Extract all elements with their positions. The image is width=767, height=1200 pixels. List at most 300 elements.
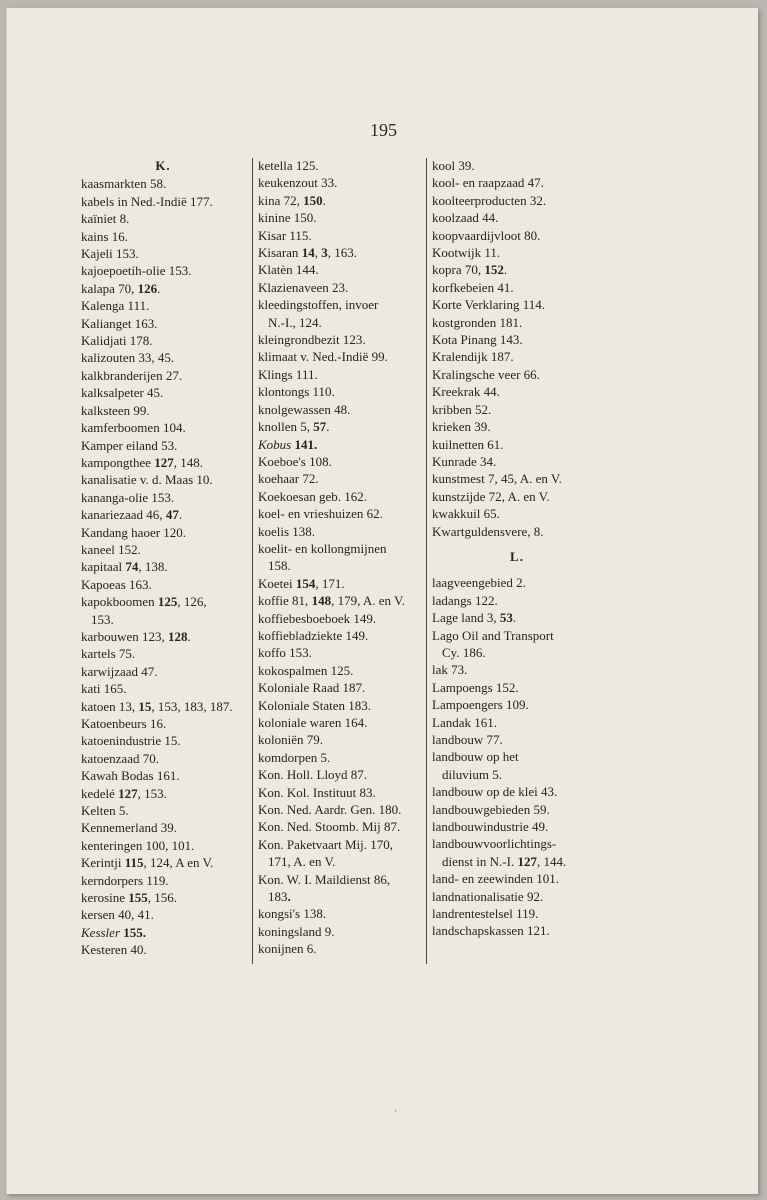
index-entry — [81, 524, 245, 541]
index-entry — [258, 261, 422, 278]
entry-text: 183 — [268, 889, 288, 905]
page-ref-bold: 57 — [313, 419, 327, 435]
entry-text: katoenzaad 70. — [81, 750, 159, 766]
entry-text: kanalisatie v. d. Maas 10. — [81, 472, 213, 488]
index-entry — [81, 576, 245, 593]
entry-text: , 163. — [327, 245, 357, 261]
index-entry — [81, 489, 245, 506]
index-entry — [81, 419, 245, 436]
entry-text: , — [314, 245, 322, 261]
entry-name-italic: Kessler — [81, 924, 120, 940]
entry-text: kalksalpeter 45. — [81, 385, 164, 401]
index-entry — [81, 228, 245, 245]
index-entry — [81, 645, 245, 662]
index-entry — [432, 470, 602, 487]
index-entry — [81, 906, 245, 923]
index-entry — [81, 245, 245, 262]
entry-text: Koloniale Staten 183. — [258, 697, 372, 713]
page-ref-bold: 15 — [138, 698, 152, 714]
entry-text: 153. — [91, 611, 114, 627]
index-entry — [432, 922, 602, 939]
entry-text: koolteerproducten 32. — [432, 192, 547, 208]
index-entry — [258, 784, 422, 801]
index-entry — [432, 574, 602, 591]
entry-text: Kon. Kol. Instituut 83. — [258, 784, 376, 800]
index-entry — [432, 609, 602, 626]
page-number: 195 — [370, 120, 397, 140]
page-ref-bold: 148 — [311, 593, 332, 609]
entry-text: klontongs 110. — [258, 384, 335, 400]
entry-text: landnationalisatie 92. — [432, 888, 544, 904]
index-entry — [258, 523, 422, 540]
entry-text: kananga-olie 153. — [81, 489, 175, 505]
entry-text: kostgronden 181. — [432, 314, 523, 330]
index-entry — [432, 244, 602, 261]
index-entry — [258, 279, 422, 296]
entry-text: , 148. — [173, 454, 204, 470]
entry-text: landbouwindustrie 49. — [432, 819, 549, 835]
index-entry — [432, 523, 602, 540]
index-entry — [258, 366, 422, 383]
page-ref-bold: 154 — [295, 575, 316, 591]
entry-text: koehaar 72. — [258, 471, 319, 487]
index-entry — [258, 697, 422, 714]
index-entry — [432, 192, 602, 209]
entry-text: . — [178, 507, 183, 523]
entry-text: Kelten 5. — [81, 803, 129, 819]
entry-text: . — [326, 419, 330, 435]
index-entry — [81, 732, 245, 749]
entry-text: Korte Verklaring 114. — [432, 297, 546, 313]
index-entry — [258, 644, 422, 661]
index-entry — [81, 193, 245, 210]
page-ref-bold: 115 — [124, 855, 144, 871]
entry-text: kunstmest 7, 45, A. en V. — [432, 471, 562, 487]
entry-text: . — [512, 610, 517, 626]
page-ref-bold: 47 — [165, 507, 179, 523]
index-entry — [432, 296, 602, 313]
entry-text: karwijzaad 47. — [81, 663, 158, 679]
entry-text: ketella 125. — [258, 158, 319, 173]
page-ref-bold: 128 — [168, 628, 188, 644]
page-ref-bold: 125 — [157, 594, 178, 610]
page-ref-bold: 127 — [118, 785, 138, 801]
entry-text: ladangs 122. — [432, 592, 498, 608]
index-entry — [258, 714, 422, 731]
entry-text: Koekoesan geb. 162. — [258, 488, 368, 504]
entry-text: kleedingstoffen, invoer — [258, 297, 379, 313]
index-entry — [258, 470, 422, 487]
entry-text: . — [187, 628, 191, 644]
entry-text: kalizouten 33, 45. — [81, 350, 175, 366]
index-entry — [432, 888, 602, 905]
index-entry — [81, 889, 245, 906]
entry-text: landbouw op de klei 43. — [432, 784, 558, 800]
index-entry — [432, 731, 602, 748]
section-heading-l: L. — [510, 548, 524, 564]
index-entry — [432, 766, 602, 783]
index-entry — [432, 505, 602, 522]
index-entry — [258, 627, 422, 644]
entry-text: keukenzout 33. — [258, 175, 338, 191]
entry-text: kongsi's 138. — [258, 906, 327, 922]
index-entry — [432, 748, 602, 765]
entry-text: kina 72, — [258, 192, 304, 208]
index-entry — [258, 453, 422, 470]
index-entry — [258, 557, 422, 574]
entry-text: knolgewassen 48. — [258, 401, 351, 417]
entry-text: koffie 81, — [258, 593, 312, 609]
entry-text: koningsland 9. — [258, 923, 335, 939]
entry-text: katoen 13, — [81, 698, 139, 714]
entry-text: kapitaal — [81, 559, 126, 575]
index-entry — [432, 870, 602, 887]
entry-text: komdorpen 5. — [258, 749, 331, 765]
entry-text: kersen 40, 41. — [81, 907, 154, 923]
entry-text: , 153. — [137, 785, 167, 801]
index-entry — [432, 679, 602, 696]
entry-text: katoenindustrie 15. — [81, 733, 181, 749]
entry-text: Kon. Holl. Lloyd 87. — [258, 767, 368, 783]
entry-text: Koetei — [258, 575, 296, 591]
index-entry — [258, 209, 422, 226]
index-entry — [258, 331, 422, 348]
entry-text: korfkebeien 41. — [432, 279, 514, 295]
index-entry — [81, 210, 245, 227]
index-entry — [258, 888, 422, 905]
entry-text: karbouwen 123, — [81, 628, 169, 644]
entry-text: koffiebladziekte 149. — [258, 627, 369, 643]
entry-text: . — [157, 280, 161, 296]
index-entry — [258, 871, 422, 888]
entry-text: Kapoeas 163. — [81, 576, 152, 592]
entry-text: Kerintji — [81, 855, 125, 871]
entry-text: landschapskassen 121. — [432, 923, 550, 939]
index-entry — [258, 923, 422, 940]
index-entry — [258, 540, 422, 557]
entry-text: kokospalmen 125. — [258, 662, 354, 678]
index-entry — [81, 454, 245, 471]
entry-text: landbouw 77. — [432, 732, 503, 747]
entry-text: kopra 70, — [432, 262, 485, 278]
index-entry — [258, 818, 422, 835]
page-ref-bold: . — [287, 889, 291, 905]
index-entry — [258, 592, 422, 609]
entry-text: koffo 153. — [258, 645, 312, 661]
index-entry — [258, 766, 422, 783]
entry-text: kabels in Ned.-Indië 177. — [81, 193, 213, 209]
entry-text: Kalenga 111. — [81, 298, 150, 314]
page-ref-bold: 14 — [301, 245, 315, 261]
entry-text: , 171. — [315, 575, 345, 591]
entry-text: N.-I., 124. — [268, 314, 322, 330]
index-entry — [81, 802, 245, 819]
page-ref-bold: 74 — [125, 559, 139, 575]
index-entry — [432, 348, 602, 365]
entry-text: kalksteen 99. — [81, 402, 150, 418]
index-entry — [81, 698, 245, 715]
index-entry — [258, 575, 422, 592]
index-entry — [258, 383, 422, 400]
index-entry — [81, 402, 245, 419]
index-entry — [81, 750, 245, 767]
index-entry — [258, 731, 422, 748]
entry-text: kajoepoetih-olie 153. — [81, 263, 192, 279]
entry-text: , 144. — [536, 853, 567, 869]
entry-text: kartels 75. — [81, 646, 136, 662]
entry-text: kinine 150. — [258, 210, 317, 226]
entry-text: landrentestelsel 119. — [432, 906, 539, 922]
entry-text: Kon. W. I. Maildienst 86, — [258, 871, 391, 887]
index-entry — [81, 767, 245, 784]
index-entry — [258, 436, 422, 453]
index-entry — [258, 610, 422, 627]
entry-text: Katoenbeurs 16. — [81, 716, 167, 731]
index-column-1 — [81, 157, 245, 959]
index-entry — [258, 853, 422, 870]
index-entry — [258, 749, 422, 766]
entry-text: klimaat v. Ned.-Indië 99. — [258, 349, 388, 365]
entry-text: Kamper eiland 53. — [81, 437, 178, 453]
entry-text: Kreekrak 44. — [432, 384, 500, 400]
entry-text: kaasmarkten 58. — [81, 176, 167, 192]
index-entry — [432, 174, 602, 191]
entry-text: Kon. Ned. Aardr. Gen. 180. — [258, 802, 402, 818]
index-entry — [81, 349, 245, 366]
entry-text: Kawah Bodas 161. — [81, 768, 180, 784]
index-entry — [258, 314, 422, 331]
index-entry — [432, 644, 602, 661]
entry-text: kerndorpers 119. — [81, 872, 169, 888]
index-entry — [81, 437, 245, 454]
index-entry — [258, 488, 422, 505]
index-entry — [81, 924, 245, 941]
index-entry — [432, 261, 602, 278]
entry-text: Kon. Paketvaart Mij. 170, — [258, 836, 394, 852]
index-entry — [432, 714, 602, 731]
index-column-3 — [432, 157, 602, 940]
entry-text: koffiebesboeboek 149. — [258, 610, 377, 626]
entry-text: kool- en raapzaad 47. — [432, 175, 544, 191]
entry-text: kampongthee — [81, 454, 155, 470]
entry-text: 171, A. en V. — [268, 854, 336, 870]
entry-text: Kisar 115. — [258, 227, 312, 243]
index-entry — [81, 175, 245, 192]
entry-text: konijnen 6. — [258, 941, 317, 957]
index-entry — [258, 174, 422, 191]
entry-name-italic: Kobus — [258, 436, 292, 452]
index-entry — [432, 488, 602, 505]
entry-text: , 156. — [147, 890, 178, 906]
index-entry — [432, 401, 602, 418]
entry-text: diluvium 5. — [442, 766, 502, 782]
entry-text: kaneel 152. — [81, 541, 141, 557]
index-entry — [81, 541, 245, 558]
index-entry — [258, 801, 422, 818]
entry-text: Koeboe's 108. — [258, 453, 332, 469]
index-entry — [81, 715, 245, 732]
index-entry — [81, 332, 245, 349]
index-entry — [81, 367, 245, 384]
entry-text: Klings 111. — [258, 366, 318, 382]
index-entry — [81, 837, 245, 854]
entry-text: Kon. Ned. Stoomb. Mij 87. — [258, 819, 401, 835]
index-entry — [258, 157, 422, 174]
index-entry — [432, 905, 602, 922]
page-ref-bold: 141. — [291, 436, 318, 452]
index-entry — [258, 348, 422, 365]
index-entry — [81, 819, 245, 836]
entry-text: Kalidjati 178. — [81, 333, 153, 349]
index-entry — [432, 209, 602, 226]
index-entry — [432, 818, 602, 835]
entry-text: Kesteren 40. — [81, 942, 147, 958]
entry-text: Lago Oil and Transport — [432, 627, 554, 643]
index-entry — [258, 679, 422, 696]
index-entry — [432, 314, 602, 331]
entry-list — [432, 574, 602, 940]
entry-text: Kisaran — [258, 245, 302, 261]
index-entry — [258, 244, 422, 261]
entry-text: Kajeli 153. — [81, 246, 139, 262]
entry-text: Kwartguldensvere, 8. — [432, 523, 544, 539]
entry-text: kanariezaad 46, — [81, 507, 166, 523]
index-entry — [432, 592, 602, 609]
index-entry — [81, 384, 245, 401]
entry-text: koelit- en kollongmijnen — [258, 540, 387, 556]
entry-text: landbouwgebieden 59. — [432, 801, 550, 817]
page-ref-bold: 53 — [499, 610, 513, 626]
entry-text: , 179, A. en V. — [331, 593, 405, 609]
index-entry — [432, 627, 602, 644]
page-ref-bold: 126 — [137, 280, 158, 296]
entry-text: knollen 5, — [258, 419, 314, 435]
entry-text: Kunrade 34. — [432, 453, 497, 469]
entry-text: laagveengebied 2. — [432, 575, 526, 591]
entry-text: dienst in N.-I. — [442, 853, 518, 869]
index-entry — [81, 280, 245, 297]
entry-text: , 153, 183, 187. — [151, 698, 233, 714]
entry-text: koel- en vrieshuizen 62. — [258, 506, 383, 522]
column-divider-1 — [252, 158, 253, 964]
index-entry — [432, 331, 602, 348]
index-entry — [81, 854, 245, 871]
entry-text: Landak 161. — [432, 714, 497, 730]
entry-text: Kandang haoer 120. — [81, 524, 187, 540]
entry-text: , 138. — [138, 559, 168, 575]
index-entry — [432, 436, 602, 453]
entry-text: kati 165. — [81, 681, 127, 697]
page-ref-bold: 155 — [128, 890, 148, 906]
stray-mark: · — [394, 1107, 397, 1117]
entry-text: kool 39. — [432, 158, 475, 173]
index-entry — [258, 905, 422, 922]
entry-text: kunstzijde 72, A. en V. — [432, 488, 550, 504]
entry-text: kapokboomen — [81, 594, 158, 610]
index-entry — [258, 192, 422, 209]
entry-text: kaïniet 8. — [81, 211, 130, 227]
index-entry — [81, 680, 245, 697]
index-entry — [258, 505, 422, 522]
section-heading-k: K. — [155, 158, 171, 173]
entry-text: kalapa 70, — [81, 280, 138, 296]
index-entry — [81, 471, 245, 488]
index-entry — [81, 593, 245, 610]
entry-text: Koloniale Raad 187. — [258, 680, 366, 696]
entry-text: Kralendijk 187. — [432, 349, 514, 365]
page-ref-bold: 127 — [154, 454, 174, 470]
index-entry — [432, 835, 602, 852]
index-entry — [432, 366, 602, 383]
entry-text: kenteringen 100, 101. — [81, 837, 195, 853]
entry-list — [258, 157, 422, 958]
entry-text: . — [503, 262, 508, 278]
entry-text: 158. — [268, 558, 291, 574]
entry-text: Klazienaveen 23. — [258, 279, 349, 295]
index-entry — [432, 227, 602, 244]
entry-text: kuilnetten 61. — [432, 436, 504, 452]
entry-text: Kalianget 163. — [81, 315, 158, 331]
entry-text: kribben 52. — [432, 401, 492, 417]
index-entry — [81, 785, 245, 802]
index-entry — [258, 418, 422, 435]
index-entry — [81, 628, 245, 645]
entry-text: koopvaardijvloot 80. — [432, 227, 541, 243]
entry-text: krieken 39. — [432, 419, 491, 435]
entry-text: , 124, A en V. — [143, 855, 214, 871]
entry-text: Kralingsche veer 66. — [432, 366, 540, 382]
index-entry — [432, 783, 602, 800]
entry-text: kleingrondbezit 123. — [258, 332, 366, 348]
entry-text: landbouwvoorlichtings- — [432, 836, 557, 852]
index-entry — [258, 401, 422, 418]
entry-text: kerosine — [81, 890, 129, 906]
entry-text: koolzaad 44. — [432, 210, 499, 226]
index-entry — [81, 558, 245, 575]
index-entry — [258, 940, 422, 957]
page-ref-bold: 3 — [321, 245, 328, 261]
entry-text: koelis 138. — [258, 523, 316, 539]
entry-text: Lampoengers 109. — [432, 697, 529, 713]
entry-text: Kota Pinang 143. — [432, 332, 523, 348]
index-entry — [81, 611, 245, 628]
entry-text: Kootwijk 11. — [432, 245, 501, 261]
entry-text: kwakkuil 65. — [432, 506, 500, 522]
page-ref-bold: 155. — [120, 924, 146, 940]
index-entry — [258, 227, 422, 244]
index-entry — [432, 853, 602, 870]
index-entry — [432, 157, 602, 174]
column-divider-2 — [426, 158, 427, 964]
entry-text: kains 16. — [81, 228, 128, 244]
entry-text: lak 73. — [432, 662, 468, 678]
index-entry — [432, 453, 602, 470]
index-entry — [81, 941, 245, 958]
index-entry — [258, 836, 422, 853]
index-entry — [81, 297, 245, 314]
entry-text: kedelé — [81, 785, 119, 801]
index-entry — [432, 661, 602, 678]
entry-list — [432, 157, 602, 540]
index-entry — [81, 872, 245, 889]
index-entry — [258, 296, 422, 313]
entry-text: koloniale waren 164. — [258, 715, 368, 730]
page-ref-bold: 152 — [484, 262, 504, 278]
entry-text: landbouw op het — [432, 749, 519, 765]
entry-text: . — [322, 192, 326, 208]
index-entry — [432, 383, 602, 400]
index-entry — [258, 662, 422, 679]
